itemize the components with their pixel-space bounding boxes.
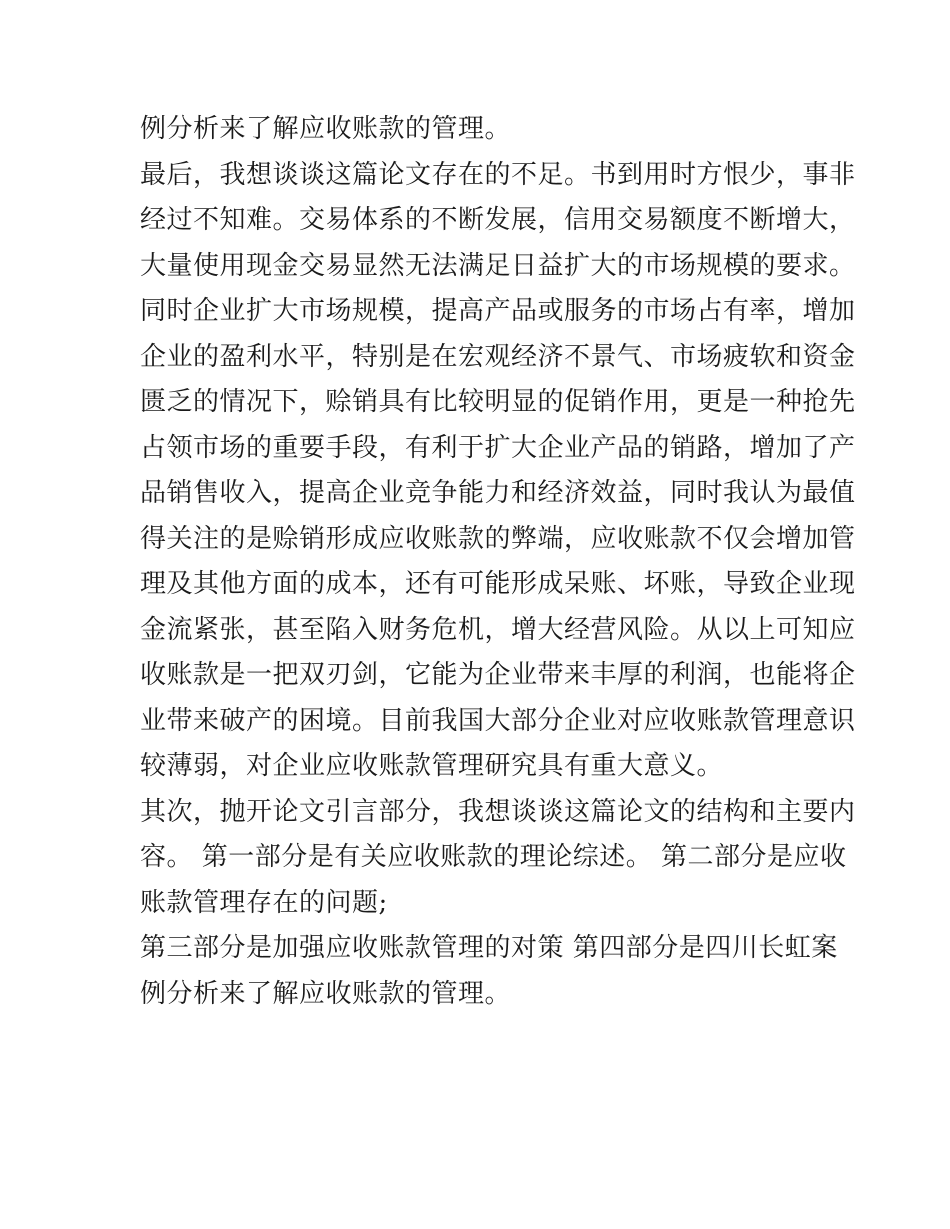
text-line: 较薄弱，对企业应收账款管理研究具有重大意义。 <box>140 751 724 781</box>
text-line: 品销售收入，提高企业竞争能力和经济效益，同时我认为最值 <box>140 478 856 508</box>
text-line: 企业的盈利水平，特别是在宏观经济不景气、市场疲软和资金 <box>140 341 856 372</box>
text-line: 例分析来了解应收账款的管理。 <box>140 978 512 1009</box>
text-line: 同时企业扩大市场规模，提高产品或服务的市场占有率，增加 <box>140 296 856 326</box>
text-line: 收账款是一把双刃剑，它能为企业带来丰厚的利润，也能将企 <box>140 660 856 690</box>
body-text <box>140 107 856 1017</box>
text-line: 经过不知难。交易体系的不断发展，信用交易额度不断增大， <box>140 205 856 235</box>
text-line: 账款管理存在的问题; <box>140 887 388 918</box>
text-line: 第三部分是加强应收账款管理的对策 第四部分是四川长虹案 <box>140 933 838 963</box>
text-line: 大量使用现金交易显然无法满足日益扩大的市场规模的要求。 <box>140 250 856 281</box>
text-line: 匮乏的情况下，赊销具有比较明显的促销作用，更是一种抢先 <box>140 387 856 417</box>
text-line: 金流紧张，甚至陷入财务危机，增大经营风险。从以上可知应 <box>140 614 856 645</box>
text-line: 业带来破产的困境。目前我国大部分企业对应收账款管理意识 <box>140 705 856 736</box>
text-line: 理及其他方面的成本，还有可能形成呆账、坏账，导致企业现 <box>140 569 856 599</box>
text-line: 最后，我想谈谈这篇论文存在的不足。书到用时方恨少，事非 <box>140 159 856 190</box>
text-line: 容。 第一部分是有关应收账款的理论综述。 第二部分是应收 <box>140 842 847 872</box>
text-line: 例分析来了解应收账款的管理。 <box>140 114 512 144</box>
text-line: 得关注的是赊销形成应收账款的弊端，应收账款不仅会增加管 <box>140 523 856 554</box>
text-line: 其次，抛开论文引言部分，我想谈谈这篇论文的结构和主要内 <box>140 796 856 827</box>
text-line: 占领市场的重要手段，有利于扩大企业产品的销路，增加了产 <box>140 432 856 463</box>
